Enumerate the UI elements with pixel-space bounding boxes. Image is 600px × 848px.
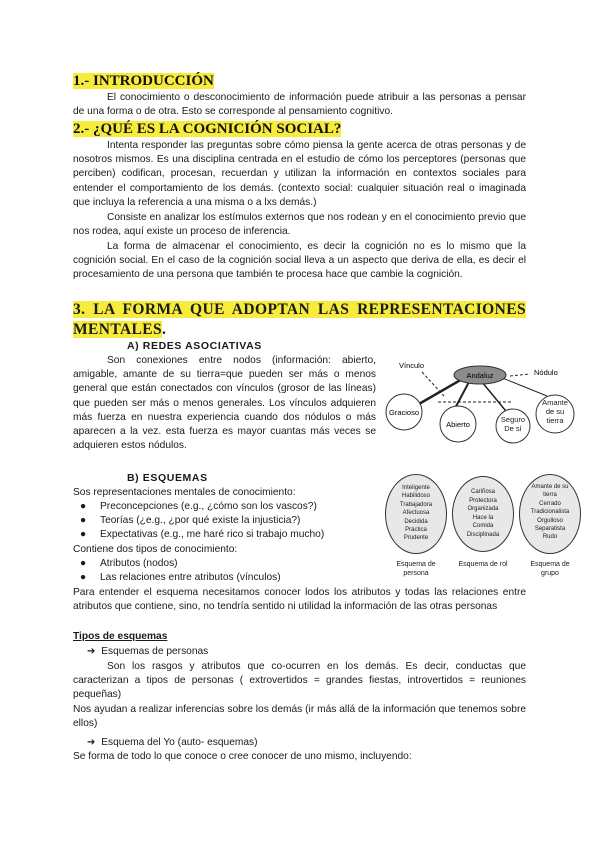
nodulo-label: Nódulo (534, 368, 558, 377)
section-3-title: 3. LA FORMA QUE ADOPTAN LAS REPRESENTACIONES MENTALES. (73, 301, 526, 338)
associative-network-diagram (382, 352, 582, 444)
center-node-label: Andaluz (466, 371, 494, 380)
schema-grupo-label: Esquema de grupo (530, 561, 570, 577)
node-seguro-fo (497, 415, 529, 439)
knowledge-types-intro: Contiene dos tipos de conocimiento: (73, 544, 238, 555)
node-abierto-label: Abierto (446, 420, 470, 429)
tipo-personas-text-2: Nos ayudan a realizar inferencias sobre los demás (ir más allá de la información que tenemos sobre ellos) (73, 704, 526, 730)
schema-grupo-ellipse: Amante de su tierra Cerrado Tradicionalista Orgulloso Separatista Rudo (519, 474, 581, 554)
subsection-a-paragraph: Son conexiones entre nodos (información: abierto, amigable, amante de su tierra=que pueden ser más o menos general que están conectados con vínculos (grosor de las líneas) que pueden ser más o menos generales. Los vínculos adquieren más fuerza en nuestra experiencia cuando dos nódulos o más aparecen a la vez. esta fuerza es mayor cuantas más veces se adquieren estos nódulos. (73, 355, 376, 452)
section-2-title: 2.- ¿QUÉ ES LA COGNICIÓN SOCIAL? (73, 121, 342, 137)
bullet-preconcepciones: ● Preconcepciones (e.g., ¿cómo son los vascos?) (80, 501, 317, 512)
schemas-intro: Sos representaciones mentales de conocimiento: (73, 487, 296, 498)
node-amante-fo (537, 398, 573, 430)
tipos-title: Tipos de esquemas (73, 631, 168, 642)
schema-persona-ellipse: Inteligente Habilidoso Trabajadora Afectuosa Decidida Práctica Prudente (385, 474, 447, 554)
node-seguro-label: Seguro De sí (500, 415, 526, 433)
section-2-paragraph-1: Intenta responder las preguntas sobre cómo piensa la gente acerca de otras personas y de nosotros mismos. Es una disciplina centrada en el estudio de cómo los perceptores (personas que perciben) codifican, procesan, recuerdan y utilizan la información en contextos sociales para entender el comportamiento de los demás. (contexto social: cualquier situación real o imaginada que incluya la referencia a una misma o a lxs demás.) (73, 140, 526, 208)
schema-rol-ellipse: Cariñosa Protectora Organizada Hace la Comida Disciplinada (452, 476, 514, 552)
section-1-title: 1.- INTRODUCCIÓN (73, 73, 214, 89)
tipo-yo: ➔ Esquema del Yo (auto- esquemas) (87, 737, 258, 748)
schemas-diagram (385, 474, 581, 584)
tipo-yo-text: Se forma de todo lo que conoce o cree conocer de uno mismo, incluyendo: (73, 751, 412, 762)
node-gracioso-label: Gracioso (388, 408, 420, 417)
tipo-personas: ➔ Esquemas de personas (87, 646, 209, 657)
subsection-a-title: A) REDES ASOCIATIVAS (127, 340, 262, 352)
section-2-paragraph-3: La forma de almacenar el conocimiento, es decir la cognición no es lo mismo que la cognición social. En el caso de la cognición social lleva a un aspecto que deriva de ella, es decir el procesamiento de una persona que también te procesa hace que cambie la cognición. (73, 241, 526, 281)
tipo-personas-text: Son los rasgos y atributos que co-ocurren en los demás. Es decir, conductas que caracterizan a tipos de personas ( extrovertidos = grandes fiestas, introvertidos = reuniones pequeñas) (73, 661, 526, 701)
schema-persona-label: Esquema de persona (396, 561, 436, 577)
section-2-paragraph-2: Consiste en analizar los estímulos externos que nos rodean y en el conocimiento previo que nos rodea, aquí existe un proceso de inferencia. (73, 212, 526, 238)
schema-rol-label: Esquema de rol (458, 561, 508, 568)
section-1-paragraph: El conocimiento o desconocimiento de información puede atribuir a las personas a pensar de una forma o de otra. Esto se corresponde al pensamiento cognitivo. (73, 92, 526, 118)
schemas-paragraph: Para entender el esquema necesitamos conocer lodos los atributos y todas las relaciones entre atributos que contiene, sino, no tendría sentido ni utilidad la información de las otras personas (73, 587, 526, 613)
bullet-expectativas: ● Expectativas (e.g., me haré rico si trabajo mucho) (80, 529, 325, 540)
vinculo-label: Vínculo (399, 361, 425, 370)
node-amante-label: Amante de su tierra (542, 398, 568, 425)
bullet-atributos: ● Atributos (nodos) (80, 558, 178, 569)
subsection-b-title: B) ESQUEMAS (127, 472, 208, 484)
bullet-teorias: ● Teorías (¿e.g., ¿por qué existe la injusticia?) (80, 515, 301, 526)
bullet-relaciones: ● Las relaciones entre atributos (vínculos) (80, 572, 281, 583)
